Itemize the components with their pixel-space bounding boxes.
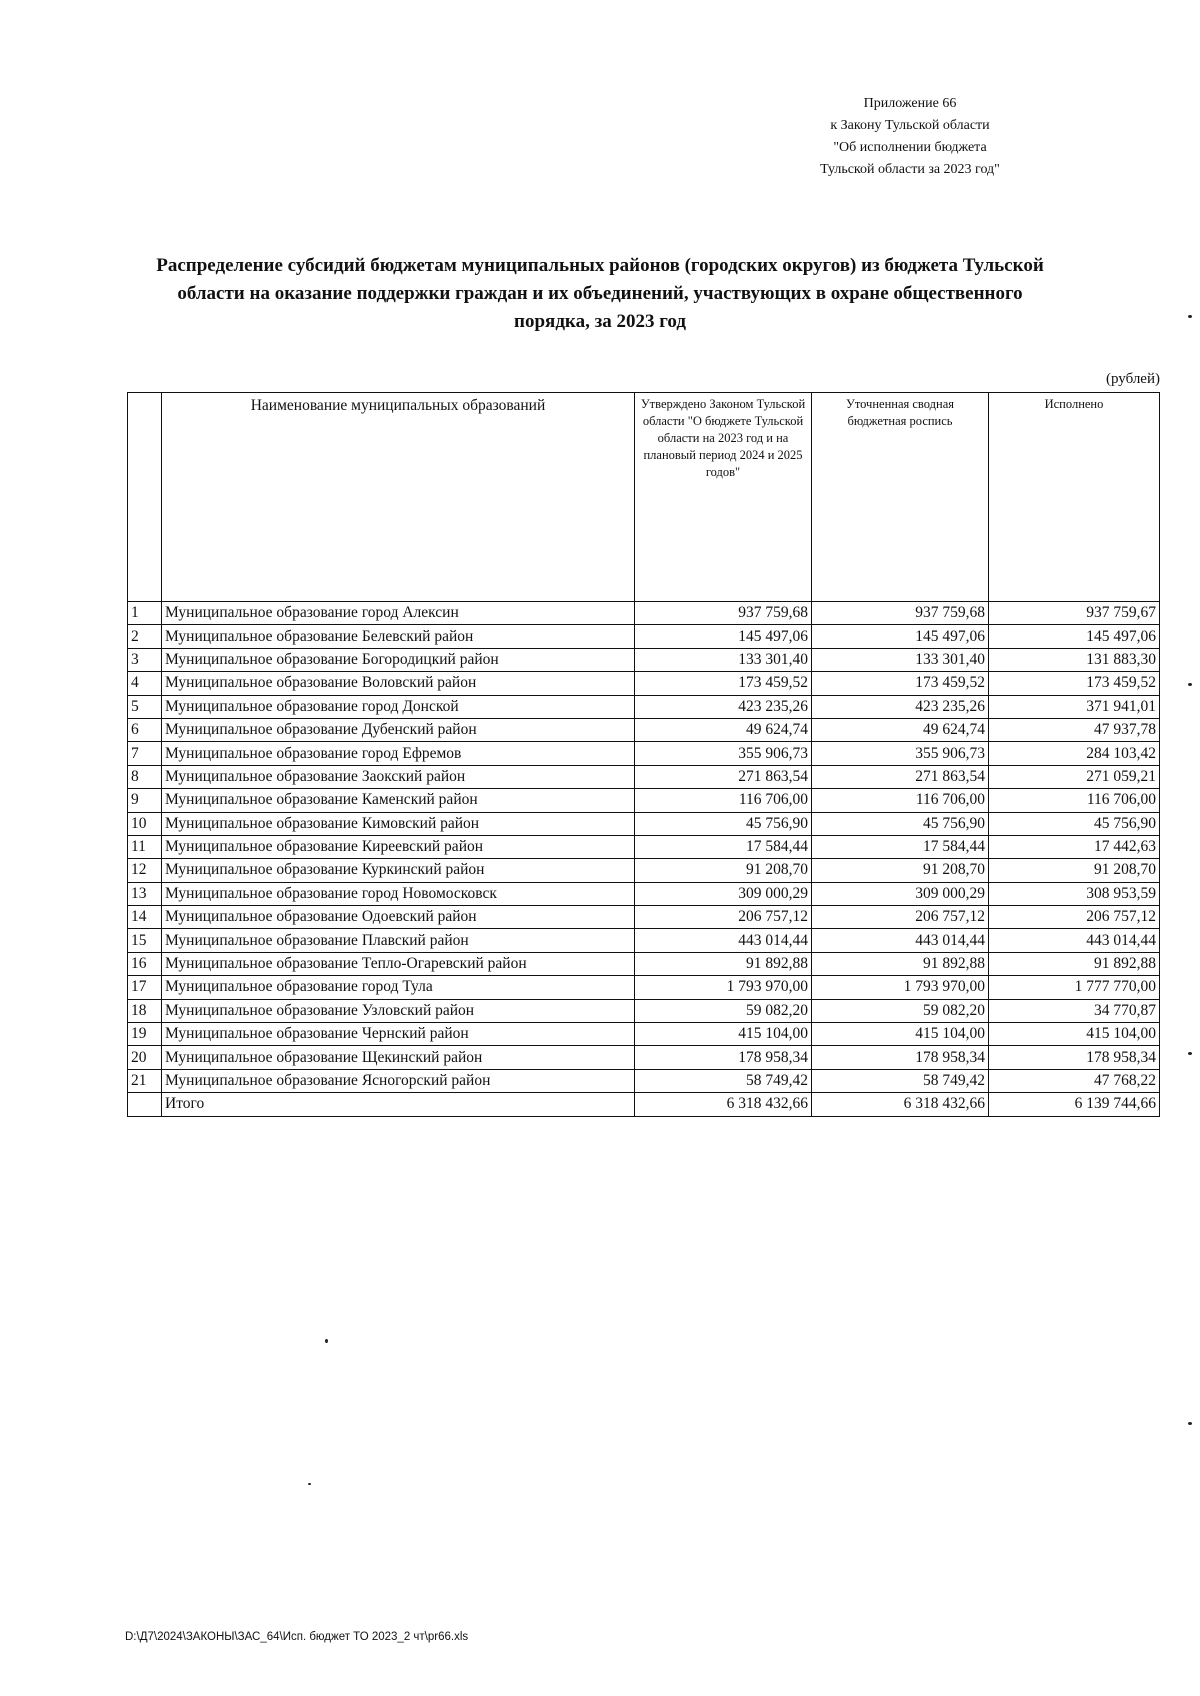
table-row <box>128 812 1160 835</box>
table-row <box>128 695 1160 718</box>
executed-amount: 91 208,70 <box>989 859 1160 882</box>
appendix-line-4: Тульской области за 2023 год" <box>820 162 1000 177</box>
revised-amount: 6 318 432,66 <box>812 1093 989 1116</box>
approved-amount: 271 863,54 <box>635 765 812 788</box>
row-index: 17 <box>128 976 162 999</box>
revised-amount: 355 906,73 <box>812 742 989 765</box>
table-row <box>128 765 1160 788</box>
executed-amount: 1 777 770,00 <box>989 976 1160 999</box>
approved-amount: 145 497,06 <box>635 625 812 648</box>
approved-amount: 91 208,70 <box>635 859 812 882</box>
approved-amount: 6 318 432,66 <box>635 1093 812 1116</box>
table-row <box>128 952 1160 975</box>
row-index: 7 <box>128 742 162 765</box>
row-index: 16 <box>128 952 162 975</box>
approved-amount: 17 584,44 <box>635 835 812 858</box>
table-row <box>128 602 1160 625</box>
municipality-name: Муниципальное образование Одоевский район <box>162 906 635 929</box>
table-row <box>128 859 1160 882</box>
executed-amount: 91 892,88 <box>989 952 1160 975</box>
unit-label: (рублей) <box>1105 371 1160 387</box>
scan-speck <box>1188 1422 1192 1425</box>
table-row <box>128 976 1160 999</box>
municipality-name: Муниципальное образование Ясногорский район <box>162 1069 635 1092</box>
municipality-name: Муниципальное образование Дубенский район <box>162 718 635 741</box>
revised-amount: 178 958,34 <box>812 1046 989 1069</box>
municipality-name: Итого <box>162 1093 635 1116</box>
table-row <box>128 789 1160 812</box>
scan-speck <box>1188 683 1192 686</box>
revised-amount: 59 082,20 <box>812 999 989 1022</box>
scan-speck <box>1188 315 1192 318</box>
executed-amount: 415 104,00 <box>989 1023 1160 1046</box>
subsidy-table <box>127 392 1160 1117</box>
row-index: 13 <box>128 882 162 905</box>
scan-speck <box>1188 1052 1192 1055</box>
approved-amount: 45 756,90 <box>635 812 812 835</box>
municipality-name: Муниципальное образование Воловский район <box>162 672 635 695</box>
row-index: 20 <box>128 1046 162 1069</box>
approved-amount: 415 104,00 <box>635 1023 812 1046</box>
executed-amount: 45 756,90 <box>989 812 1160 835</box>
municipality-name: Муниципальное образование Плавский район <box>162 929 635 952</box>
approved-amount: 49 624,74 <box>635 718 812 741</box>
total-row <box>128 1093 1160 1116</box>
revised-amount: 423 235,26 <box>812 695 989 718</box>
municipality-name: Муниципальное образование город Новомосковск <box>162 882 635 905</box>
title-line-1: Распределение субсидий бюджетам муниципальных районов (городских округов) из бюджета Тульской <box>156 255 1044 276</box>
table-row <box>128 1046 1160 1069</box>
municipality-name: Муниципальное образование Заокский район <box>162 765 635 788</box>
municipality-name: Муниципальное образование Каменский район <box>162 789 635 812</box>
row-index: 4 <box>128 672 162 695</box>
municipality-name: Муниципальное образование Кимовский район <box>162 812 635 835</box>
revised-amount: 91 892,88 <box>812 952 989 975</box>
approved-amount: 91 892,88 <box>635 952 812 975</box>
row-index: 11 <box>128 835 162 858</box>
municipality-name: Муниципальное образование город Алексин <box>162 602 635 625</box>
table-row <box>128 882 1160 905</box>
table-row <box>128 648 1160 671</box>
approved-amount: 309 000,29 <box>635 882 812 905</box>
table-row <box>128 906 1160 929</box>
table-row <box>128 1023 1160 1046</box>
revised-amount: 91 208,70 <box>812 859 989 882</box>
executed-amount: 47 937,78 <box>989 718 1160 741</box>
document-title <box>120 252 1080 336</box>
executed-amount: 308 953,59 <box>989 882 1160 905</box>
revised-amount: 17 584,44 <box>812 835 989 858</box>
row-index: 15 <box>128 929 162 952</box>
executed-amount: 131 883,30 <box>989 648 1160 671</box>
approved-amount: 423 235,26 <box>635 695 812 718</box>
file-path-footer: D:\Д7\2024\ЗАКОНЫ\ЗАС_64\Исп. бюджет ТО 2023_2 чт\pr66.xls <box>125 1631 469 1643</box>
header-name: Наименование муниципальных образований <box>162 393 635 602</box>
header-approved: Утверждено Законом Тульской области "О бюджете Тульской области на 2023 год и на плановый период 2024 и 2025 годов" <box>635 393 812 602</box>
row-index: 9 <box>128 789 162 812</box>
row-index: 12 <box>128 859 162 882</box>
revised-amount: 937 759,68 <box>812 602 989 625</box>
executed-amount: 206 757,12 <box>989 906 1160 929</box>
revised-amount: 58 749,42 <box>812 1069 989 1092</box>
appendix-line-2: к Закону Тульской области <box>830 118 990 133</box>
header-executed: Исполнено <box>989 393 1160 602</box>
municipality-name: Муниципальное образование город Тула <box>162 976 635 999</box>
revised-amount: 45 756,90 <box>812 812 989 835</box>
executed-amount: 47 768,22 <box>989 1069 1160 1092</box>
approved-amount: 355 906,73 <box>635 742 812 765</box>
executed-amount: 371 941,01 <box>989 695 1160 718</box>
row-index: 21 <box>128 1069 162 1092</box>
row-index <box>128 1093 162 1116</box>
revised-amount: 309 000,29 <box>812 882 989 905</box>
municipality-name: Муниципальное образование город Ефремов <box>162 742 635 765</box>
header-revised: Уточненная сводная бюджетная роспись <box>812 393 989 602</box>
executed-amount: 443 014,44 <box>989 929 1160 952</box>
table-row <box>128 929 1160 952</box>
revised-amount: 116 706,00 <box>812 789 989 812</box>
table-row <box>128 1069 1160 1092</box>
title-line-2: области на оказание поддержки граждан и их объединений, участвующих в охране общественного <box>177 283 1023 304</box>
row-index: 18 <box>128 999 162 1022</box>
row-index: 8 <box>128 765 162 788</box>
revised-amount: 133 301,40 <box>812 648 989 671</box>
row-index: 6 <box>128 718 162 741</box>
row-index: 19 <box>128 1023 162 1046</box>
approved-amount: 173 459,52 <box>635 672 812 695</box>
table-header-row <box>128 393 1160 602</box>
row-index: 3 <box>128 648 162 671</box>
revised-amount: 443 014,44 <box>812 929 989 952</box>
executed-amount: 173 459,52 <box>989 672 1160 695</box>
revised-amount: 1 793 970,00 <box>812 976 989 999</box>
municipality-name: Муниципальное образование Чернский район <box>162 1023 635 1046</box>
municipality-name: Муниципальное образование Узловский район <box>162 999 635 1022</box>
executed-amount: 937 759,67 <box>989 602 1160 625</box>
executed-amount: 34 770,87 <box>989 999 1160 1022</box>
municipality-name: Муниципальное образование Киреевский район <box>162 835 635 858</box>
municipality-name: Муниципальное образование Куркинский район <box>162 859 635 882</box>
executed-amount: 284 103,42 <box>989 742 1160 765</box>
approved-amount: 937 759,68 <box>635 602 812 625</box>
scan-speck <box>325 1339 328 1343</box>
approved-amount: 58 749,42 <box>635 1069 812 1092</box>
municipality-name: Муниципальное образование город Донской <box>162 695 635 718</box>
table-row <box>128 999 1160 1022</box>
row-index: 2 <box>128 625 162 648</box>
row-index: 10 <box>128 812 162 835</box>
municipality-name: Муниципальное образование Белевский район <box>162 625 635 648</box>
table-row <box>128 672 1160 695</box>
table-row <box>128 718 1160 741</box>
approved-amount: 116 706,00 <box>635 789 812 812</box>
row-index: 5 <box>128 695 162 718</box>
appendix-block <box>760 93 1060 181</box>
approved-amount: 206 757,12 <box>635 906 812 929</box>
approved-amount: 1 793 970,00 <box>635 976 812 999</box>
revised-amount: 271 863,54 <box>812 765 989 788</box>
revised-amount: 145 497,06 <box>812 625 989 648</box>
table-row <box>128 835 1160 858</box>
approved-amount: 133 301,40 <box>635 648 812 671</box>
executed-amount: 145 497,06 <box>989 625 1160 648</box>
approved-amount: 59 082,20 <box>635 999 812 1022</box>
executed-amount: 6 139 744,66 <box>989 1093 1160 1116</box>
revised-amount: 415 104,00 <box>812 1023 989 1046</box>
scan-speck <box>308 1483 311 1485</box>
appendix-line-1: Приложение 66 <box>863 96 957 111</box>
approved-amount: 443 014,44 <box>635 929 812 952</box>
row-index: 1 <box>128 602 162 625</box>
municipality-name: Муниципальное образование Тепло-Огаревский район <box>162 952 635 975</box>
title-line-3: порядка, за 2023 год <box>514 311 686 332</box>
header-index <box>128 393 162 602</box>
approved-amount: 178 958,34 <box>635 1046 812 1069</box>
executed-amount: 271 059,21 <box>989 765 1160 788</box>
table-row <box>128 625 1160 648</box>
municipality-name: Муниципальное образование Щекинский район <box>162 1046 635 1069</box>
revised-amount: 206 757,12 <box>812 906 989 929</box>
revised-amount: 173 459,52 <box>812 672 989 695</box>
executed-amount: 17 442,63 <box>989 835 1160 858</box>
row-index: 14 <box>128 906 162 929</box>
executed-amount: 178 958,34 <box>989 1046 1160 1069</box>
revised-amount: 49 624,74 <box>812 718 989 741</box>
table-row <box>128 742 1160 765</box>
municipality-name: Муниципальное образование Богородицкий район <box>162 648 635 671</box>
appendix-line-3: "Об исполнении бюджета <box>833 140 987 155</box>
executed-amount: 116 706,00 <box>989 789 1160 812</box>
